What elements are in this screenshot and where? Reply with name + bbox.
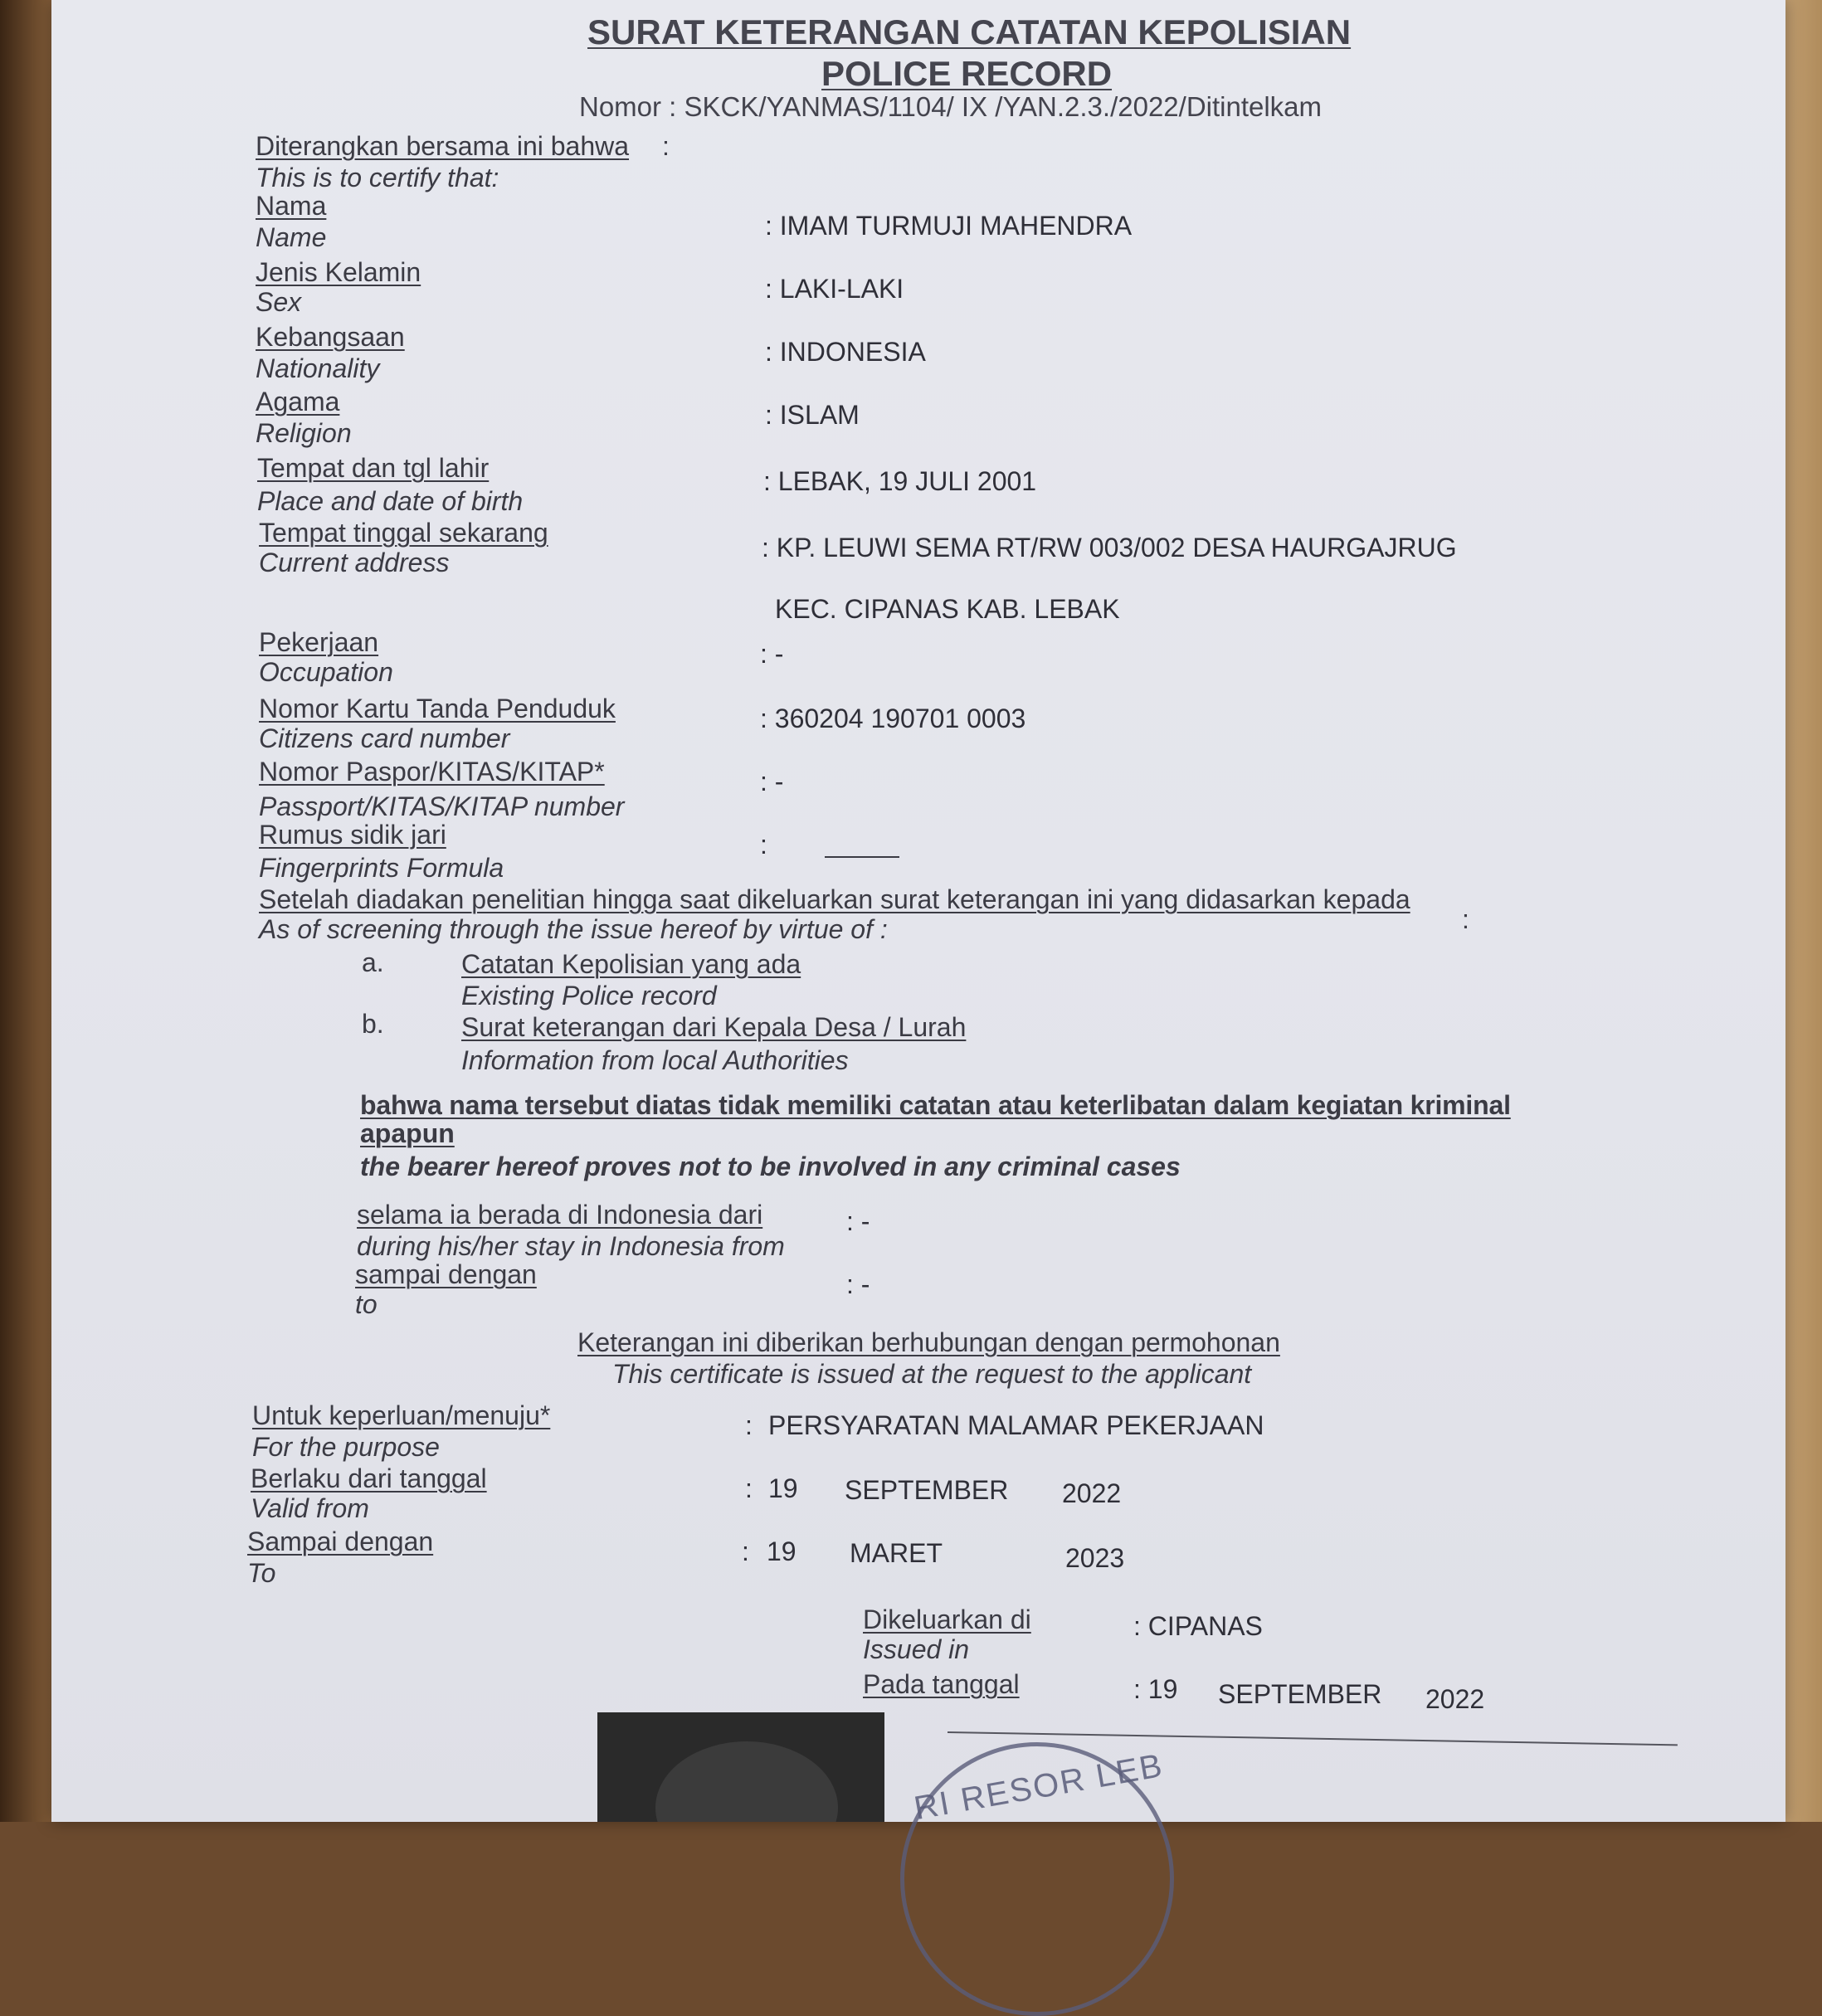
fingerprint-blank-line (825, 856, 899, 858)
address-label-en: Current address (259, 548, 450, 577)
name-label: Nama (256, 191, 327, 221)
issued-place-value: : CIPANAS (1133, 1611, 1263, 1641)
issued-date-label: Pada tanggal (863, 1669, 1020, 1699)
applicant-photo (597, 1712, 884, 1822)
screening-item-a: Catatan Kepolisian yang ada (461, 949, 801, 979)
fingerprint-label: Rumus sidik jari (259, 820, 446, 850)
document-number: Nomor : SKCK/YANMAS/1104/ IX /YAN.2.3./2022/Ditintelkam (579, 91, 1323, 122)
religion-label: Agama (256, 387, 340, 416)
issued-place-label: Dikeluarkan di (863, 1605, 1031, 1634)
intro-colon: : (662, 131, 670, 161)
valid-from-year: 2022 (1062, 1478, 1122, 1508)
sex-value: : LAKI-LAKI (765, 274, 904, 304)
screening-colon: : (1462, 904, 1469, 934)
valid-from-label: Berlaku dari tanggal (251, 1463, 487, 1493)
stay-to-label: sampai dengan (355, 1259, 537, 1289)
valid-to-label-en: To (247, 1558, 276, 1588)
nationality-label: Kebangsaan (256, 322, 405, 352)
screening-item-b: Surat keterangan dari Kepala Desa / Lurah (461, 1012, 967, 1042)
document-subtitle: POLICE RECORD (821, 54, 1113, 93)
address-value-line2: KEC. CIPANAS KAB. LEBAK (775, 594, 1120, 624)
name-value: : IMAM TURMUJI MAHENDRA (765, 211, 1133, 241)
birth-value: : LEBAK, 19 JULI 2001 (763, 466, 1037, 496)
statement-line1: bahwa nama tersebut diatas tidak memiliki catatan atau keterlibatan dalam kegiatan kriminal (360, 1090, 1511, 1120)
photo-silhouette (655, 1741, 838, 1822)
religion-label-en: Religion (256, 418, 352, 448)
passport-label-en: Passport/KITAS/KITAP number (259, 791, 625, 821)
stay-from-label-en: during his/her stay in Indonesia from (357, 1231, 785, 1261)
nationality-value: : INDONESIA (765, 337, 926, 367)
id-card-label: Nomor Kartu Tanda Penduduk (259, 694, 616, 723)
stay-to-label-en: to (355, 1289, 378, 1319)
statement-en: the bearer hereof proves not to be involved in any criminal cases (360, 1152, 1181, 1181)
occupation-label: Pekerjaan (259, 627, 379, 657)
purpose-label: Untuk keperluan/menuju* (252, 1400, 551, 1430)
birth-label: Tempat dan tgl lahir (257, 453, 490, 483)
fingerprint-label-en: Fingerprints Formula (259, 853, 504, 883)
name-label-en: Name (256, 222, 327, 252)
valid-from-day: 19 (768, 1473, 798, 1503)
screening-item-b-en: Information from local Authorities (461, 1045, 849, 1075)
intro-label-en: This is to certify that: (256, 163, 499, 192)
fingerprint-value: : (760, 830, 767, 859)
screening-item-a-letter: a. (362, 947, 384, 977)
stamp-text: RI RESOR LEB (911, 1746, 1167, 1828)
passport-label: Nomor Paspor/KITAS/KITAP* (259, 757, 605, 786)
address-value-line1: : KP. LEUWI SEMA RT/RW 003/002 DESA HAURGAJRUG (762, 533, 1457, 562)
valid-from-label-en: Valid from (251, 1493, 369, 1523)
passport-value: : - (760, 767, 784, 796)
purpose-colon: : (745, 1410, 753, 1440)
valid-to-day: 19 (767, 1536, 797, 1566)
screening-label-en: As of screening through the issue hereof by virtue of : (259, 914, 888, 944)
nationality-label-en: Nationality (256, 353, 380, 383)
purpose-value: PERSYARATAN MALAMAR PEKERJAAN (768, 1410, 1264, 1440)
statement-line2: apapun (360, 1118, 455, 1148)
purpose-label-en: For the purpose (252, 1432, 440, 1462)
birth-label-en: Place and date of birth (257, 486, 524, 516)
issued-date-month: SEPTEMBER (1218, 1679, 1382, 1709)
valid-from-month: SEPTEMBER (845, 1475, 1009, 1505)
screening-item-a-en: Existing Police record (461, 981, 717, 1010)
issued-date-year: 2022 (1425, 1684, 1485, 1714)
valid-to-label: Sampai dengan (247, 1527, 434, 1556)
valid-from-colon: : (745, 1473, 753, 1503)
stay-from-label: selama ia berada di Indonesia dari (357, 1200, 763, 1230)
valid-to-year: 2023 (1065, 1543, 1125, 1573)
stay-from-value: : - (846, 1206, 870, 1236)
issued-place-label-en: Issued in (863, 1634, 970, 1664)
screening-label: Setelah diadakan penelitian hingga saat dikeluarkan surat keterangan ini yang didasarkan kepada (259, 884, 1410, 914)
religion-value: : ISLAM (765, 400, 860, 430)
id-card-value: : 360204 190701 0003 (760, 704, 1026, 733)
police-record-document (51, 0, 1785, 1822)
valid-to-colon: : (742, 1536, 749, 1566)
valid-to-month: MARET (850, 1538, 943, 1568)
screening-item-b-letter: b. (362, 1009, 384, 1039)
document-title: SURAT KETERANGAN CATATAN KEPOLISIAN (587, 12, 1352, 51)
sex-label-en: Sex (256, 287, 302, 317)
request-label: Keterangan ini diberikan berhubungan dengan permohonan (577, 1327, 1280, 1357)
request-label-en: This certificate is issued at the request to the applicant (612, 1359, 1252, 1389)
id-card-label-en: Citizens card number (259, 723, 510, 753)
address-label: Tempat tinggal sekarang (259, 518, 548, 548)
stay-to-value: : - (846, 1269, 870, 1299)
occupation-value: : - (760, 639, 784, 669)
occupation-label-en: Occupation (259, 657, 393, 687)
sex-label: Jenis Kelamin (256, 257, 421, 287)
issued-date-day: : 19 (1133, 1674, 1178, 1704)
intro-label: Diterangkan bersama ini bahwa (256, 131, 630, 161)
